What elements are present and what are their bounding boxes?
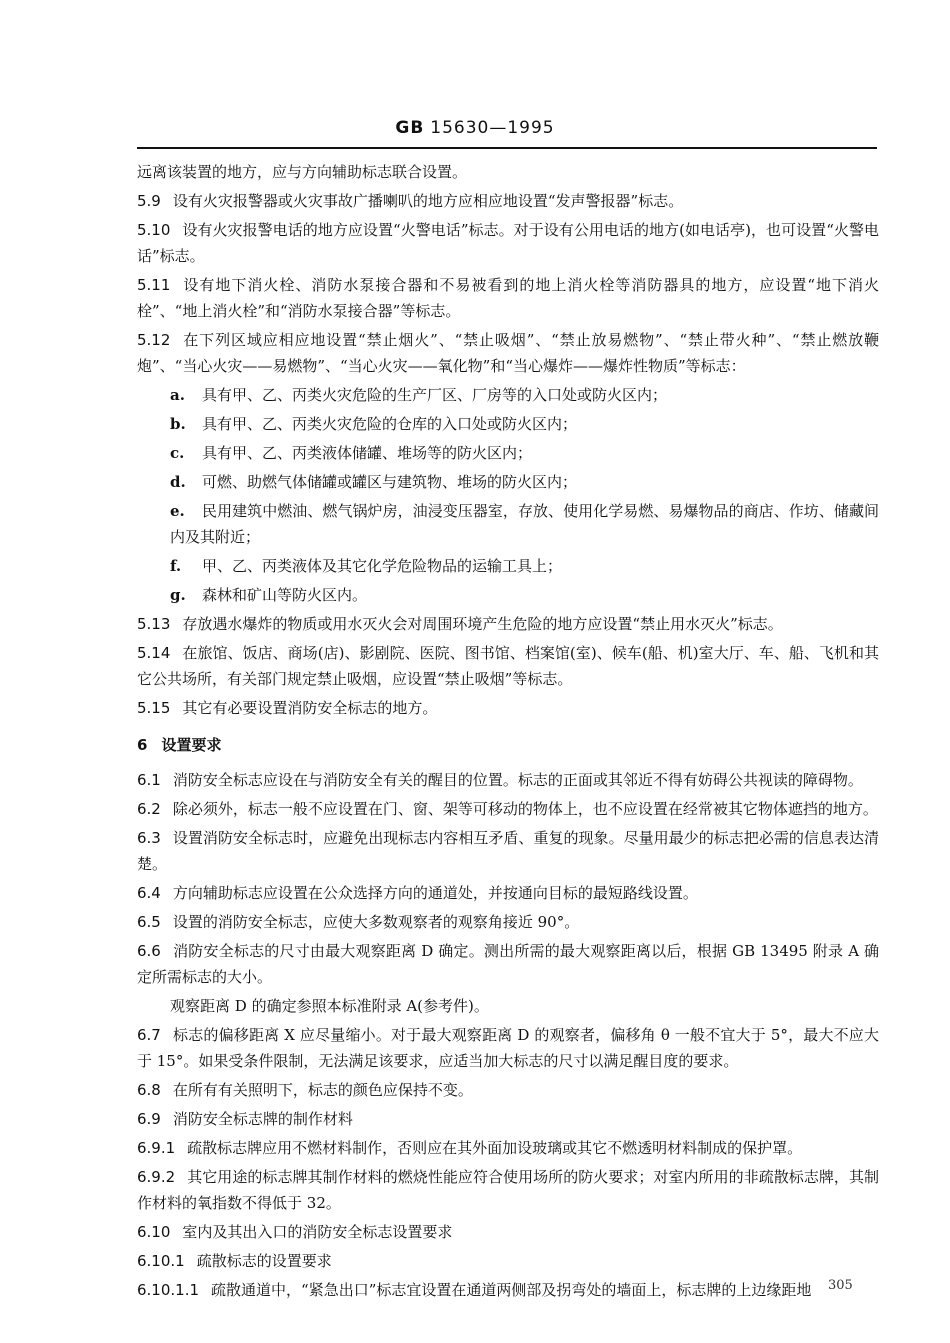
list-label: b. — [170, 415, 186, 433]
clause-number: 6.1 — [137, 771, 161, 789]
clause-text: 消防安全标志的尺寸由最大观察距离 D 确定。测出所需的最大观察距离以后，根据 GB 13495 附录 A 确定所需标志的大小。 — [137, 942, 879, 986]
clause-text: 设置消防安全标志时，应避免出现标志内容相互矛盾、重复的现象。尽量用最少的标志把必需的信息表达清楚。 — [137, 829, 879, 873]
clause-text: 室内及其出入口的消防安全标志设置要求 — [182, 1223, 453, 1241]
list-text: 具有甲、乙、丙类火灾危险的生产厂区、厂房等的入口处或防火区内； — [202, 386, 668, 404]
clause-number: 6.7 — [137, 1026, 161, 1044]
list-text: 民用建筑中燃油、燃气锅炉房，油浸变压器室，存放、使用化学易燃、易爆物品的商店、作坊、储藏间内及其附近； — [170, 502, 879, 546]
standard-code: GB — [395, 118, 425, 138]
clause-text: 其它用途的标志牌其制作材料的燃烧性能应符合使用场所的防火要求；对室内所用的非疏散标志牌，其制作材料的氧指数不得低于 32。 — [137, 1168, 879, 1212]
list-label: c. — [170, 444, 185, 462]
clause-number: 6.10 — [137, 1223, 171, 1241]
clause-number: 5.13 — [137, 615, 171, 633]
clause-text: 设有火灾报警器或火灾事故广播喇叭的地方应相应地设置“发声警报器”标志。 — [172, 192, 684, 210]
clause-number: 6 — [137, 736, 148, 754]
clause-paragraph — [137, 880, 879, 906]
clause-paragraph — [137, 611, 879, 637]
clause-text: 设置的消防安全标志，应使大多数观察者的观察角接近 90°。 — [172, 913, 580, 931]
list-item — [137, 582, 879, 608]
list-text: 森林和矿山等防火区内。 — [202, 586, 368, 604]
standard-number: 15630—1995 — [430, 118, 555, 138]
clause-number: 6.8 — [137, 1081, 161, 1099]
clause-paragraph — [137, 640, 879, 692]
list-label: e. — [170, 502, 185, 520]
clause-number: 5.12 — [137, 331, 171, 349]
clause-text: 消防安全标志牌的制作材料 — [172, 1110, 353, 1128]
clause-paragraph — [137, 188, 879, 214]
clause-number: 6.9 — [137, 1110, 161, 1128]
clause-paragraph — [137, 217, 879, 269]
clause-paragraph — [137, 1248, 879, 1274]
clause-paragraph — [137, 938, 879, 990]
list-text: 甲、乙、丙类液体及其它化学危险物品的运输工具上； — [202, 557, 563, 575]
clause-paragraph — [137, 159, 879, 185]
clause-paragraph — [137, 1135, 879, 1161]
clause-text: 疏散通道中，“紧急出口”标志宜设置在通道两侧部及拐弯处的墙面上，标志牌的上边缘距地 — [211, 1281, 812, 1299]
list-item — [137, 469, 879, 495]
clause-number: 5.11 — [137, 276, 171, 294]
clause-paragraph — [137, 1219, 879, 1245]
heading-text: 设置要求 — [161, 736, 222, 754]
clause-text: 在所有有关照明下，标志的颜色应保持不变。 — [172, 1081, 473, 1099]
clause-paragraph — [137, 909, 879, 935]
clause-paragraph — [137, 1106, 879, 1132]
clause-paragraph — [137, 327, 879, 379]
clause-text: 存放遇水爆炸的物质或用水灭火会对周围环境产生危险的地方应设置“禁止用水灭火”标志。 — [182, 615, 783, 633]
clause-number: 5.15 — [137, 699, 171, 717]
list-text: 具有甲、乙、丙类火灾危险的仓库的入口处或防火区内； — [202, 415, 578, 433]
clause-number: 6.4 — [137, 884, 161, 902]
list-label: f. — [170, 557, 182, 575]
clause-text: 观察距离 D 的确定参照本标准附录 A(参考件)。 — [170, 997, 489, 1015]
clause-text: 在下列区域应相应地设置“禁止烟火”、“禁止吸烟”、“禁止放易燃物”、“禁止带火种”、“禁止燃放鞭炮”、“当心火灾——易燃物”、“当心火灾——氧化物”和“当心爆炸——爆炸性物质”等标志： — [137, 331, 879, 375]
clause-text: 设有地下消火栓、消防水泵接合器和不易被看到的地上消火栓等消防器具的地方，应设置“地下消火栓”、“地上消火栓”和“消防水泵接合器”等标志。 — [137, 276, 879, 320]
list-label: d. — [170, 473, 186, 491]
clause-paragraph — [137, 1077, 879, 1103]
document-body — [137, 159, 879, 1306]
clause-text: 其它有必要设置消防安全标志的地方。 — [182, 699, 438, 717]
clause-paragraph — [137, 272, 879, 324]
clause-paragraph — [137, 825, 879, 877]
clause-text: 消防安全标志应设在与消防安全有关的醒目的位置。标志的正面或其邻近不得有妨碍公共视读的障碍物。 — [172, 771, 863, 789]
clause-number: 6.9.2 — [137, 1168, 176, 1186]
clause-paragraph — [137, 1022, 879, 1074]
clause-text: 设有火灾报警电话的地方应设置“火警电话”标志。对于设有公用电话的地方(如电话亭)，也可设置“火警电话”标志。 — [137, 221, 879, 265]
list-item — [137, 382, 879, 408]
clause-text: 疏散标志牌应用不燃材料制作，否则应在其外面加设玻璃或其它不燃透明材料制成的保护罩。 — [187, 1139, 803, 1157]
clause-text: 远离该装置的地方，应与方向辅助标志联合设置。 — [137, 163, 468, 181]
list-label: a. — [170, 386, 185, 404]
list-label: g. — [170, 586, 186, 604]
clause-text: 除必须外，标志一般不应设置在门、窗、架等可移动的物体上，也不应设置在经常被其它物体遮挡的地方。 — [172, 800, 878, 818]
clause-number: 5.10 — [137, 221, 171, 239]
clause-text: 在旅馆、饭店、商场(店)、影剧院、医院、图书馆、档案馆(室)、候车(船、机)室大厅、车、船、飞机和其它公共场所，有关部门规定禁止吸烟，应设置“禁止吸烟”等标志。 — [137, 644, 879, 688]
clause-text: 标志的偏移距离 X 应尽量缩小。对于最大观察距离 D 的观察者，偏移角 θ 一般不宜大于 5°，最大不应大于 15°。如果受条件限制，无法满足该要求，应适当加大标志的尺寸以满足醒目度的要求。 — [137, 1026, 879, 1070]
header-rule — [137, 147, 877, 149]
clause-paragraph — [137, 695, 879, 721]
clause-text: 方向辅助标志应设置在公众选择方向的通道处，并按通向目标的最短路线设置。 — [172, 884, 698, 902]
clause-text: 疏散标志的设置要求 — [196, 1252, 332, 1270]
clause-number: 5.14 — [137, 644, 171, 662]
page-header — [0, 118, 950, 138]
clause-paragraph — [137, 993, 879, 1019]
section-heading — [137, 734, 879, 755]
list-item — [137, 440, 879, 466]
list-text: 具有甲、乙、丙类液体储罐、堆场等的防火区内； — [202, 444, 533, 462]
clause-number: 6.10.1.1 — [137, 1281, 200, 1299]
list-item — [137, 498, 879, 550]
clause-paragraph — [137, 1164, 879, 1216]
clause-number: 6.6 — [137, 942, 161, 960]
clause-paragraph — [137, 1277, 879, 1303]
clause-number: 5.9 — [137, 192, 161, 210]
clause-number: 6.9.1 — [137, 1139, 176, 1157]
clause-number: 6.2 — [137, 800, 161, 818]
clause-number: 6.10.1 — [137, 1252, 185, 1270]
page-number: 305 — [828, 1278, 853, 1293]
list-item — [137, 553, 879, 579]
clause-paragraph — [137, 796, 879, 822]
list-text: 可燃、助燃气体储罐或罐区与建筑物、堆场的防火区内； — [202, 473, 578, 491]
clause-number: 6.5 — [137, 913, 161, 931]
list-item — [137, 411, 879, 437]
clause-paragraph — [137, 767, 879, 793]
clause-number: 6.3 — [137, 829, 161, 847]
